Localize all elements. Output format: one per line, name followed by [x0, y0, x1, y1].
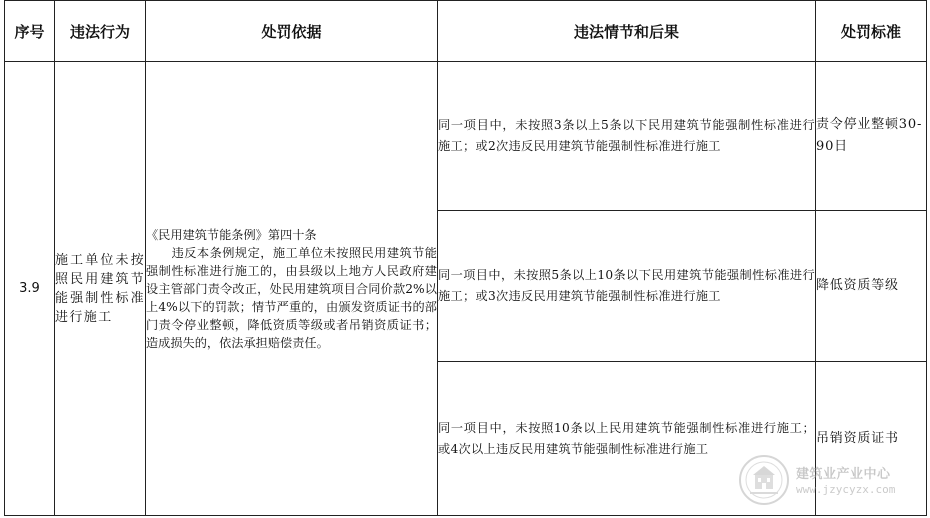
detail-cell-1: 同一项目中，未按照3条以上5条以下民用建筑节能强制性标准进行施工；或2次违反民用建筑节能强制性标准进行施工	[438, 62, 816, 211]
standard-cell-3: 吊销资质证书	[816, 362, 927, 516]
header-basis: 处罚依据	[146, 1, 438, 62]
watermark-name: 建筑业产业中心	[796, 467, 891, 482]
table-row	[5, 62, 927, 211]
detail-cell-2: 同一项目中，未按照5条以上10条以下民用建筑节能强制性标准进行施工；或3次违反民用建筑节能强制性标准进行施工	[438, 211, 816, 362]
header-standard: 处罚标准	[816, 1, 927, 62]
standard-cell-2: 降低资质等级	[816, 211, 927, 362]
penalty-standard-table	[4, 0, 927, 516]
header-number: 序号	[5, 1, 55, 62]
detail-cell-3: 同一项目中，未按照10条以上民用建筑节能强制性标准进行施工；或4次以上违反民用建筑节能强制性标准进行施工	[438, 362, 816, 516]
header-detail: 违法情节和后果	[438, 1, 816, 62]
row-number: 3.9	[5, 62, 55, 516]
watermark-url: www.jzycyzx.com	[796, 483, 896, 496]
basis-text: 违反本条例规定，施工单位未按照民用建筑节能强制性标准进行施工的，由县级以上地方人民政府建设主管部门责令改正，处民用建筑项目合同价款2%以上4%以下的罚款；情节严重的，由颁发资质证书的部门责令停业整顿，降低资质等级或者吊销资质证书；造成损失的，依法承担赔偿责任。	[146, 245, 437, 350]
standard-cell-1: 责令停业整顿30-90日	[816, 62, 927, 211]
violation-cell: 施工单位未按照民用建筑节能强制性标准进行施工	[55, 62, 146, 516]
header-violation: 违法行为	[55, 1, 146, 62]
basis-cell	[146, 62, 438, 516]
table-header-row	[5, 1, 927, 62]
basis-title: 《民用建筑节能条例》第四十条	[146, 227, 317, 242]
